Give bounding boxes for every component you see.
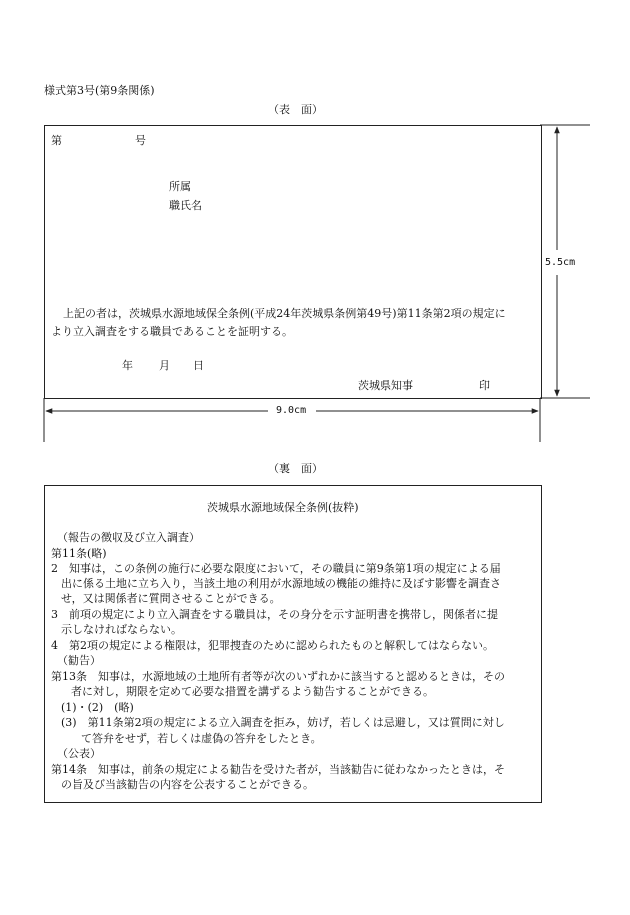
issuer-title: 茨城県知事 (358, 379, 413, 392)
back-line: （報告の徴収及び立入調査） (57, 531, 200, 544)
height-dimension-label: 5.5cm (545, 257, 576, 268)
back-line: (1)・(2) (略) (61, 701, 134, 714)
certification-line-1: 上記の者は，茨城県水源地域保全条例(平成24年茨城県条例第49号)第11条第2項の規定に (63, 307, 506, 320)
back-line: 示しなければならない。 (61, 623, 182, 636)
back-line: 4 第2項の規定による権限は，犯罪捜査のために認められたものと解釈してはならない。 (51, 639, 494, 652)
form-title: 様式第3号(第9条関係) (44, 84, 155, 97)
number-prefix: 第 (51, 134, 62, 147)
back-line: （勧告） (57, 654, 101, 667)
back-line: 2 知事は，この条例の施行に必要な限度において，その職員に第9条第1項の規定による届 (51, 562, 501, 575)
back-line: せ，又は関係者に質問させることができる。 (61, 592, 281, 605)
back-title: 茨城県水源地域保全条例(抜粋) (207, 501, 359, 514)
number-suffix: 号 (135, 134, 146, 147)
back-line: 出に係る土地に立ち入り，当該土地の利用が水源地域の機能の維持に及ぼす影響を調査さ (61, 577, 501, 590)
width-dimension-label: 9.0cm (276, 405, 307, 416)
seal-mark: 印 (479, 379, 490, 392)
back-line: 者に対し，期限を定めて必要な措置を講ずるよう勧告することができる。 (71, 685, 434, 698)
name-label: 職氏名 (169, 199, 202, 212)
back-line: て答弁をせず，若しくは虚偽の答弁をしたとき。 (81, 732, 322, 745)
id-card-back (44, 485, 542, 803)
date-month: 月 (159, 359, 170, 372)
back-side-label: （裏 面） (268, 462, 323, 475)
back-line: 第14条 知事は，前条の規定による勧告を受けた者が，当該勧告に従わなかったときは，そ (51, 763, 505, 776)
back-line: 第13条 知事は，水源地域の土地所有者等が次のいずれかに該当すると認めるときは，その (51, 670, 505, 683)
certification-line-2: より立入調査をする職員であることを証明する。 (51, 325, 293, 338)
date-day: 日 (193, 359, 204, 372)
back-line: （公表） (57, 747, 101, 760)
back-line: 3 前項の規定により立入調査をする職員は，その身分を示す証明書を携帯し，関係者に提 (51, 608, 498, 621)
affiliation-label: 所属 (169, 180, 191, 193)
back-line: の旨及び当該勧告の内容を公表することができる。 (61, 778, 314, 791)
back-line: 第11条(略) (51, 547, 107, 560)
front-side-label: （表 面） (268, 103, 323, 116)
date-year: 年 (122, 359, 133, 372)
back-line: (3) 第11条第2項の規定による立入調査を拒み，妨げ，若しくは忌避し，又は質問に対し (61, 716, 505, 729)
